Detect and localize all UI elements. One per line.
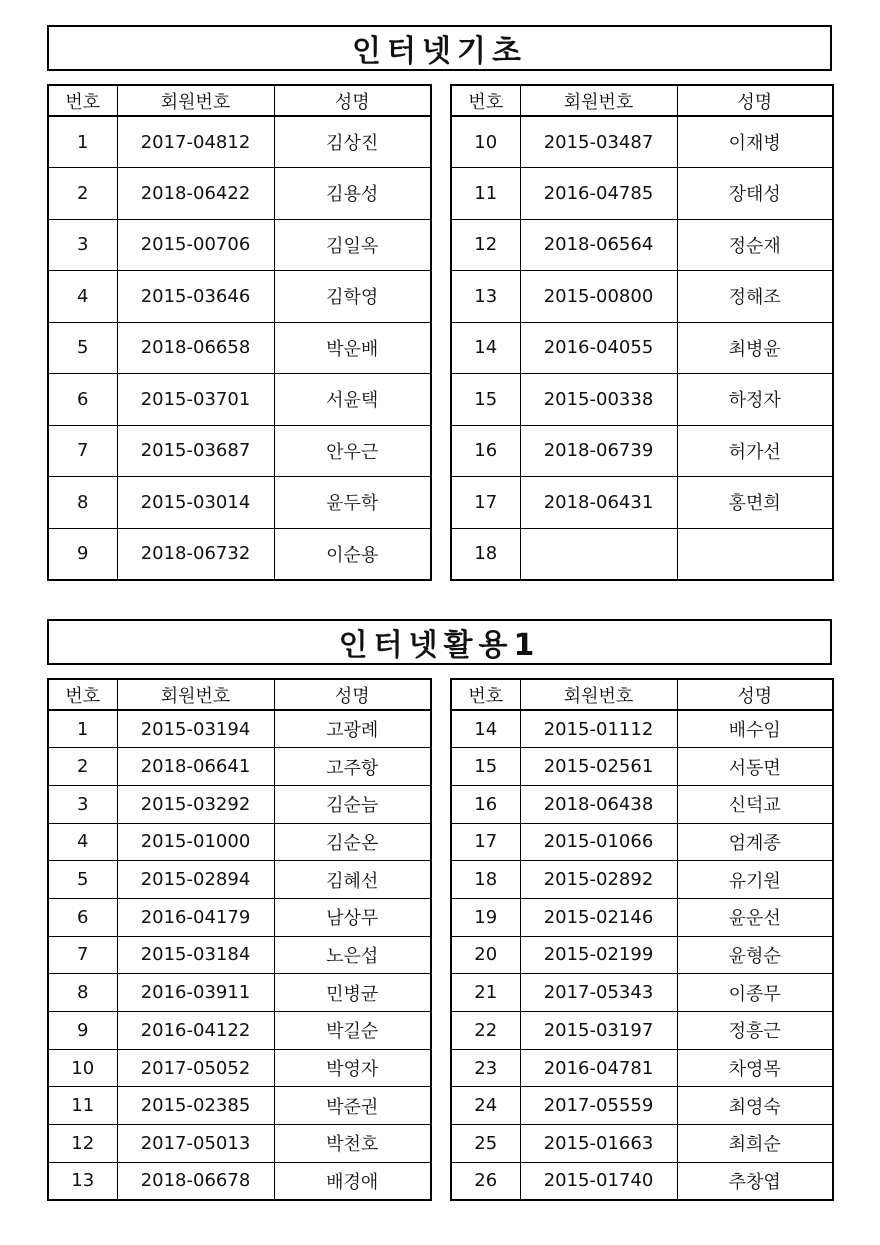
table-row xyxy=(451,974,833,1012)
cell-number: 12 xyxy=(48,1125,117,1163)
cell-member-id: 2015-03687 xyxy=(117,425,274,477)
cell-number: 19 xyxy=(451,898,520,936)
header-number: 번호 xyxy=(48,679,117,710)
cell-number: 17 xyxy=(451,477,520,529)
cell-member-id: 2015-01740 xyxy=(520,1162,677,1200)
cell-member-id: 2015-03292 xyxy=(117,785,274,823)
cell-member-id: 2017-05052 xyxy=(117,1049,274,1087)
cell-name xyxy=(677,528,833,580)
table-row xyxy=(451,425,833,477)
cell-name: 허가선 xyxy=(677,425,833,477)
table-row xyxy=(48,974,431,1012)
cell-number: 18 xyxy=(451,861,520,899)
cell-name: 안우근 xyxy=(274,425,431,477)
cell-number: 2 xyxy=(48,168,117,220)
cell-name: 홍면희 xyxy=(677,477,833,529)
cell-member-id: 2016-03911 xyxy=(117,974,274,1012)
cell-member-id: 2017-05559 xyxy=(520,1087,677,1125)
cell-name: 윤두학 xyxy=(274,477,431,529)
table-header-row xyxy=(48,85,431,116)
roster-table-internet-basics-right xyxy=(450,84,834,581)
cell-number: 16 xyxy=(451,425,520,477)
table-row xyxy=(451,168,833,220)
cell-number: 14 xyxy=(451,322,520,374)
cell-name: 박천호 xyxy=(274,1125,431,1163)
cell-member-id: 2018-06678 xyxy=(117,1162,274,1200)
header-member-id: 회원번호 xyxy=(117,85,274,116)
cell-number: 17 xyxy=(451,823,520,861)
table-row xyxy=(48,477,431,529)
cell-member-id: 2017-05013 xyxy=(117,1125,274,1163)
table-row xyxy=(48,168,431,220)
cell-name: 유기원 xyxy=(677,861,833,899)
section-title-internet-basics: 인터넷기초 xyxy=(47,25,832,71)
cell-member-id: 2016-04055 xyxy=(520,322,677,374)
table-row xyxy=(48,748,431,786)
cell-member-id: 2018-06431 xyxy=(520,477,677,529)
table-row xyxy=(48,425,431,477)
table-row xyxy=(48,898,431,936)
cell-name: 박길순 xyxy=(274,1012,431,1050)
cell-number: 8 xyxy=(48,974,117,1012)
cell-member-id: 2015-03014 xyxy=(117,477,274,529)
cell-member-id: 2016-04179 xyxy=(117,898,274,936)
cell-member-id: 2015-01112 xyxy=(520,710,677,748)
cell-member-id: 2015-00338 xyxy=(520,374,677,426)
roster-table-internet-basics-left xyxy=(47,84,432,581)
cell-name: 최병윤 xyxy=(677,322,833,374)
table-row xyxy=(451,898,833,936)
cell-name: 정흥근 xyxy=(677,1012,833,1050)
table-row xyxy=(48,1162,431,1200)
cell-member-id: 2017-05343 xyxy=(520,974,677,1012)
cell-name: 김일옥 xyxy=(274,219,431,271)
cell-name: 추창엽 xyxy=(677,1162,833,1200)
cell-number: 10 xyxy=(48,1049,117,1087)
cell-member-id: 2018-06739 xyxy=(520,425,677,477)
table-row xyxy=(451,271,833,323)
cell-name: 박준권 xyxy=(274,1087,431,1125)
table-row xyxy=(451,936,833,974)
cell-member-id: 2015-02146 xyxy=(520,898,677,936)
table-row xyxy=(48,116,431,168)
cell-name: 윤형순 xyxy=(677,936,833,974)
cell-name: 박영자 xyxy=(274,1049,431,1087)
table-row xyxy=(451,1049,833,1087)
cell-number: 5 xyxy=(48,861,117,899)
cell-number: 1 xyxy=(48,116,117,168)
table-row xyxy=(48,1125,431,1163)
table-row xyxy=(48,861,431,899)
cell-number: 4 xyxy=(48,823,117,861)
cell-number: 12 xyxy=(451,219,520,271)
cell-member-id: 2015-03646 xyxy=(117,271,274,323)
header-name: 성명 xyxy=(677,679,833,710)
table-row xyxy=(451,748,833,786)
cell-name: 노은섭 xyxy=(274,936,431,974)
header-member-id: 회원번호 xyxy=(520,85,677,116)
cell-member-id: 2016-04785 xyxy=(520,168,677,220)
table-row xyxy=(48,1049,431,1087)
cell-number: 22 xyxy=(451,1012,520,1050)
cell-member-id: 2018-06438 xyxy=(520,785,677,823)
cell-member-id: 2015-03487 xyxy=(520,116,677,168)
cell-member-id: 2015-03184 xyxy=(117,936,274,974)
cell-name: 서윤택 xyxy=(274,374,431,426)
cell-number: 10 xyxy=(451,116,520,168)
header-name: 성명 xyxy=(274,679,431,710)
cell-name: 김순늠 xyxy=(274,785,431,823)
cell-number: 8 xyxy=(48,477,117,529)
table-row xyxy=(451,219,833,271)
cell-number: 5 xyxy=(48,322,117,374)
cell-number: 7 xyxy=(48,936,117,974)
cell-number: 3 xyxy=(48,785,117,823)
table-row xyxy=(451,823,833,861)
cell-member-id: 2015-01000 xyxy=(117,823,274,861)
cell-number: 4 xyxy=(48,271,117,323)
cell-member-id: 2017-04812 xyxy=(117,116,274,168)
cell-number: 24 xyxy=(451,1087,520,1125)
header-member-id: 회원번호 xyxy=(520,679,677,710)
cell-name: 서동면 xyxy=(677,748,833,786)
cell-member-id: 2015-02385 xyxy=(117,1087,274,1125)
cell-name: 민병균 xyxy=(274,974,431,1012)
cell-member-id: 2015-02894 xyxy=(117,861,274,899)
cell-name: 정해조 xyxy=(677,271,833,323)
table-row xyxy=(451,528,833,580)
cell-name: 김상진 xyxy=(274,116,431,168)
cell-member-id: 2015-02199 xyxy=(520,936,677,974)
table-row xyxy=(48,219,431,271)
header-number: 번호 xyxy=(48,85,117,116)
table-row xyxy=(451,1162,833,1200)
table-row xyxy=(48,1087,431,1125)
cell-member-id: 2016-04781 xyxy=(520,1049,677,1087)
cell-number: 26 xyxy=(451,1162,520,1200)
header-number: 번호 xyxy=(451,679,520,710)
cell-member-id: 2016-04122 xyxy=(117,1012,274,1050)
cell-number: 25 xyxy=(451,1125,520,1163)
cell-number: 1 xyxy=(48,710,117,748)
cell-number: 9 xyxy=(48,528,117,580)
table-row xyxy=(48,936,431,974)
cell-member-id: 2015-02561 xyxy=(520,748,677,786)
table-row xyxy=(48,823,431,861)
table-row xyxy=(451,861,833,899)
cell-name: 배경애 xyxy=(274,1162,431,1200)
cell-name: 고광례 xyxy=(274,710,431,748)
cell-member-id: 2015-01066 xyxy=(520,823,677,861)
table-row xyxy=(451,710,833,748)
cell-member-id: 2015-02892 xyxy=(520,861,677,899)
cell-number: 13 xyxy=(48,1162,117,1200)
cell-member-id: 2015-00706 xyxy=(117,219,274,271)
table-row xyxy=(48,710,431,748)
cell-name: 이종무 xyxy=(677,974,833,1012)
table-row xyxy=(48,322,431,374)
cell-name: 차영목 xyxy=(677,1049,833,1087)
cell-member-id: 2018-06564 xyxy=(520,219,677,271)
table-row xyxy=(48,374,431,426)
cell-member-id xyxy=(520,528,677,580)
cell-name: 배수임 xyxy=(677,710,833,748)
cell-number: 6 xyxy=(48,374,117,426)
cell-member-id: 2018-06422 xyxy=(117,168,274,220)
cell-name: 하정자 xyxy=(677,374,833,426)
roster-table-internet-usage-right xyxy=(450,678,834,1201)
table-row xyxy=(48,1012,431,1050)
cell-name: 이재병 xyxy=(677,116,833,168)
cell-name: 이순용 xyxy=(274,528,431,580)
header-member-id: 회원번호 xyxy=(117,679,274,710)
cell-name: 최희순 xyxy=(677,1125,833,1163)
header-name: 성명 xyxy=(274,85,431,116)
cell-number: 11 xyxy=(48,1087,117,1125)
header-number: 번호 xyxy=(451,85,520,116)
cell-number: 6 xyxy=(48,898,117,936)
cell-number: 20 xyxy=(451,936,520,974)
table-row xyxy=(451,477,833,529)
cell-member-id: 2018-06732 xyxy=(117,528,274,580)
cell-name: 정순재 xyxy=(677,219,833,271)
table-row xyxy=(48,528,431,580)
table-header-row xyxy=(451,85,833,116)
cell-name: 남상무 xyxy=(274,898,431,936)
table-row xyxy=(451,374,833,426)
cell-name: 엄계종 xyxy=(677,823,833,861)
table-row xyxy=(451,116,833,168)
table-row xyxy=(48,271,431,323)
cell-name: 고주항 xyxy=(274,748,431,786)
cell-member-id: 2018-06641 xyxy=(117,748,274,786)
table-row xyxy=(48,785,431,823)
cell-member-id: 2015-01663 xyxy=(520,1125,677,1163)
cell-number: 7 xyxy=(48,425,117,477)
cell-number: 9 xyxy=(48,1012,117,1050)
cell-member-id: 2015-00800 xyxy=(520,271,677,323)
header-name: 성명 xyxy=(677,85,833,116)
cell-number: 15 xyxy=(451,374,520,426)
cell-member-id: 2015-03194 xyxy=(117,710,274,748)
cell-member-id: 2015-03701 xyxy=(117,374,274,426)
table-header-row xyxy=(451,679,833,710)
roster-table-internet-usage-left xyxy=(47,678,432,1201)
cell-number: 3 xyxy=(48,219,117,271)
cell-member-id: 2015-03197 xyxy=(520,1012,677,1050)
table-row xyxy=(451,1087,833,1125)
cell-number: 13 xyxy=(451,271,520,323)
cell-number: 14 xyxy=(451,710,520,748)
table-header-row xyxy=(48,679,431,710)
table-row xyxy=(451,1012,833,1050)
cell-name: 윤운선 xyxy=(677,898,833,936)
cell-name: 김순온 xyxy=(274,823,431,861)
section-title-internet-usage-1: 인터넷활용1 xyxy=(47,619,832,665)
cell-name: 장태성 xyxy=(677,168,833,220)
table-row xyxy=(451,1125,833,1163)
cell-number: 2 xyxy=(48,748,117,786)
cell-name: 신덕교 xyxy=(677,785,833,823)
cell-name: 김용성 xyxy=(274,168,431,220)
cell-number: 16 xyxy=(451,785,520,823)
cell-name: 박운배 xyxy=(274,322,431,374)
table-row xyxy=(451,785,833,823)
cell-number: 15 xyxy=(451,748,520,786)
cell-member-id: 2018-06658 xyxy=(117,322,274,374)
cell-name: 김학영 xyxy=(274,271,431,323)
cell-number: 18 xyxy=(451,528,520,580)
cell-number: 21 xyxy=(451,974,520,1012)
cell-name: 김혜선 xyxy=(274,861,431,899)
cell-number: 11 xyxy=(451,168,520,220)
table-row xyxy=(451,322,833,374)
cell-name: 최영숙 xyxy=(677,1087,833,1125)
cell-number: 23 xyxy=(451,1049,520,1087)
